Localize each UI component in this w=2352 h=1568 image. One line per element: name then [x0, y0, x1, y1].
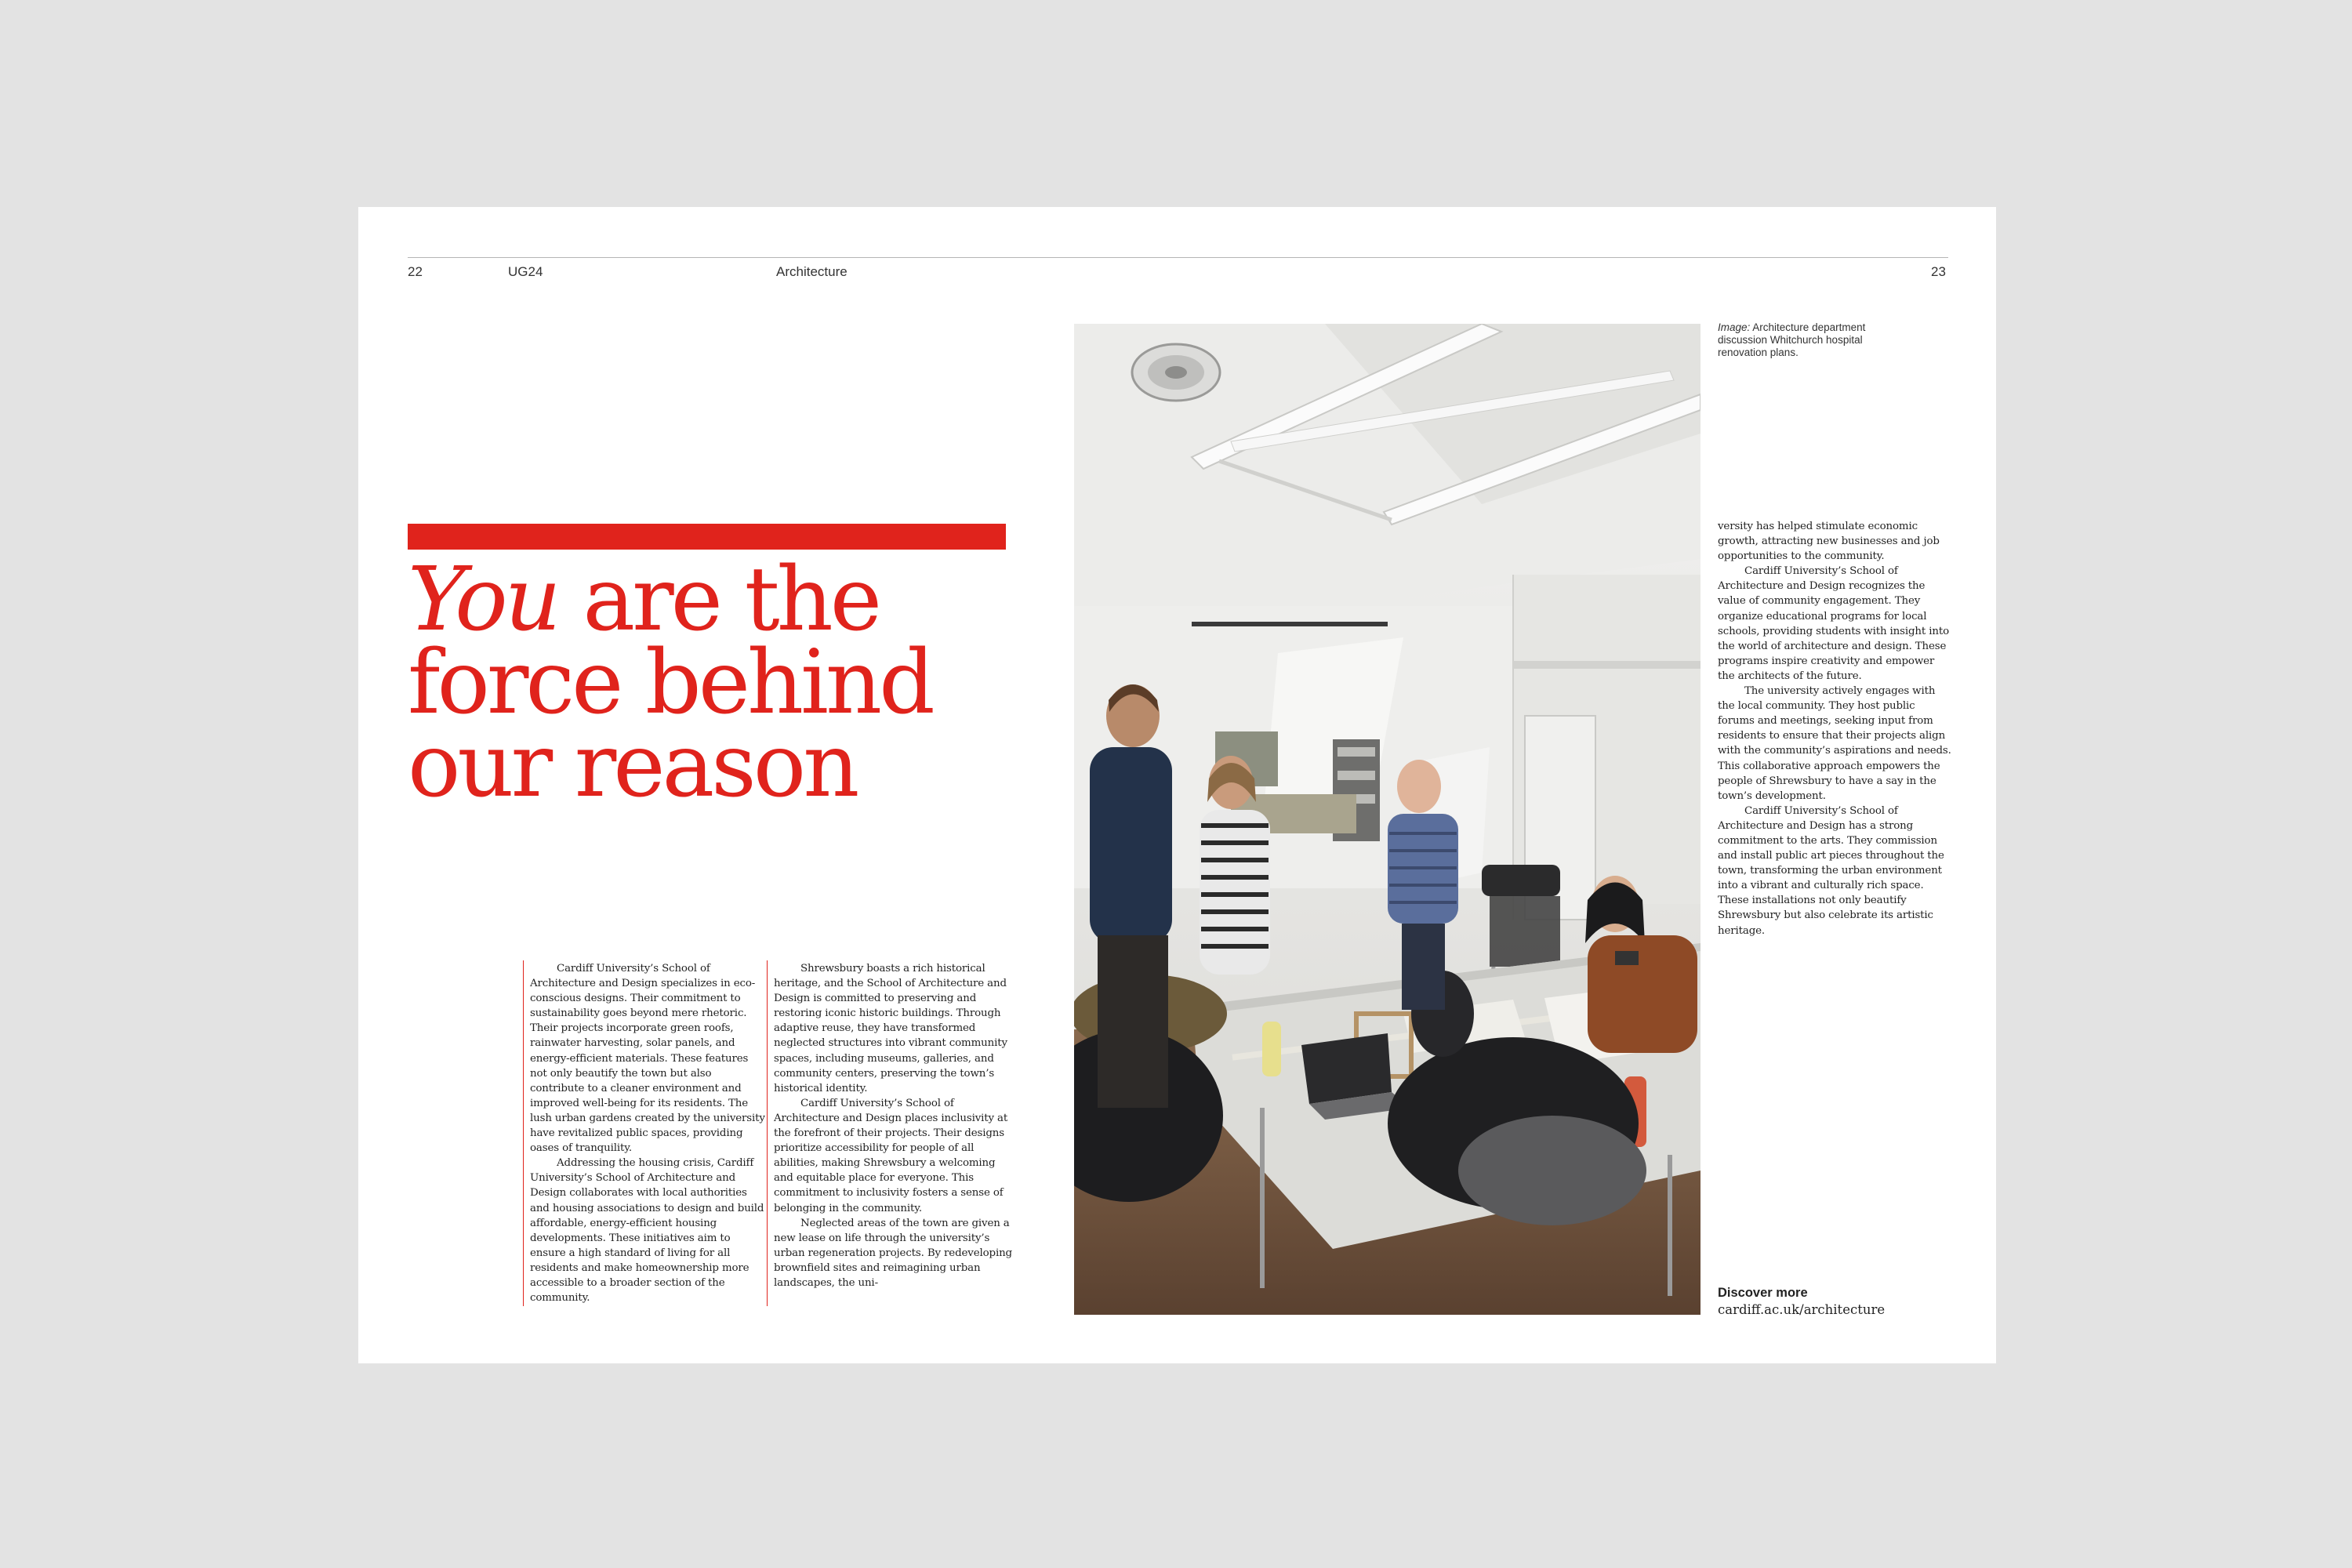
discover-more — [1718, 1284, 1885, 1319]
caption-label: Image: — [1718, 321, 1751, 333]
discover-title: Discover more — [1718, 1286, 1808, 1300]
paragraph: versity has helped stimulate economic growth, attracting new businesses and job opportunities to the community. — [1718, 521, 1940, 563]
column2-rule — [767, 960, 768, 1306]
headline-line3: our reason — [408, 715, 857, 817]
photo-caption — [1718, 321, 1906, 359]
magazine-spread — [358, 207, 1996, 1363]
column1-rule — [523, 960, 524, 1306]
headline — [408, 549, 1035, 817]
body-column-1 — [530, 961, 767, 1305]
discover-link[interactable]: cardiff.ac.uk/architecture — [1718, 1302, 1886, 1317]
paragraph: The university actively engages with the local community. They host public forums and meetings, seeking input from residents to ensure that their projects align with the community’s aspirations and needs. This collaborative approach empowers the people of Shrewsbury to have a say in the town’s development. — [1718, 685, 1951, 802]
header-rule — [408, 257, 1948, 258]
caption-text: Architecture department discussion Whitchurch hospital renovation plans. — [1718, 321, 1866, 358]
body-column-2 — [774, 961, 1014, 1290]
section-label: Architecture — [776, 264, 848, 279]
paragraph: Shrewsbury boasts a rich historical heritage, and the School of Architecture and Design is committed to preserving and restoring iconic historic buildings. Through adaptive reuse, they have transformed neglected structures into vibrant community spaces, including museums, galleries, and community centers, preserving the town’s historical identity. — [774, 963, 1007, 1094]
issue-label: UG24 — [508, 264, 543, 279]
paragraph: Cardiff University’s School of Architecture and Design specializes in eco-conscious designs. Their commitment to sustainability goes beyond mere rhetoric. Their projects incorporate green roofs, rainwater harvesting, solar panels, and energy-efficient materials. These features not only beautify the town but also contribute to a cleaner environment and improved well-being for its residents. The lush urban gardens created by the university have revitalized public spaces, providing oases of tranquility. — [530, 963, 765, 1155]
headline-line1: are the — [557, 549, 879, 651]
headline-red-bar — [408, 524, 1006, 550]
headline-emphasis: You — [408, 549, 558, 651]
page-number-right: 23 — [1931, 264, 1946, 279]
paragraph: Cardiff University’s School of Architecture and Design has a strong commitment to the arts. They commission and install public art pieces throughout the town, transforming the urban environment into a vibrant and culturally rich space. These installations not only beautify Shrewsbury but also celebrate its artistic heritage. — [1718, 804, 1944, 937]
photo-illustration — [1074, 324, 1700, 1315]
paragraph: Addressing the housing crisis, Cardiff University’s School of Architecture and Design collaborates with local authorities and housing associations to design and build affordable, energy-efficient housing developments. These initiatives aim to ensure a high standard of living for all residents and make homeownership more accessible to a broader section of the community. — [530, 1157, 764, 1305]
paragraph: Neglected areas of the town are given a new lease on life through the university’s urban regeneration projects. By redeveloping brownfield sites and reimagining urban landscapes, the uni- — [774, 1217, 1012, 1289]
page-number-left: 22 — [408, 264, 423, 279]
paragraph: Cardiff University’s School of Architecture and Design places inclusivity at the forefront of their projects. Their designs prioritize accessibility for people of all abilities, making Shrewsbury a welcoming and equitable place for everyone. This commitment to inclusivity fosters a sense of belonging in the community. — [774, 1097, 1008, 1214]
paragraph: Cardiff University’s School of Architecture and Design recognizes the value of community engagement. They organize educational programs for local schools, providing students with insight into the world of architecture and design. These programs inspire creativity and empower the architects of the future. — [1718, 565, 1949, 682]
headline-line2: force behind — [408, 632, 932, 734]
architecture-studio-photo — [1074, 324, 1700, 1315]
body-column-3 — [1718, 519, 1953, 938]
